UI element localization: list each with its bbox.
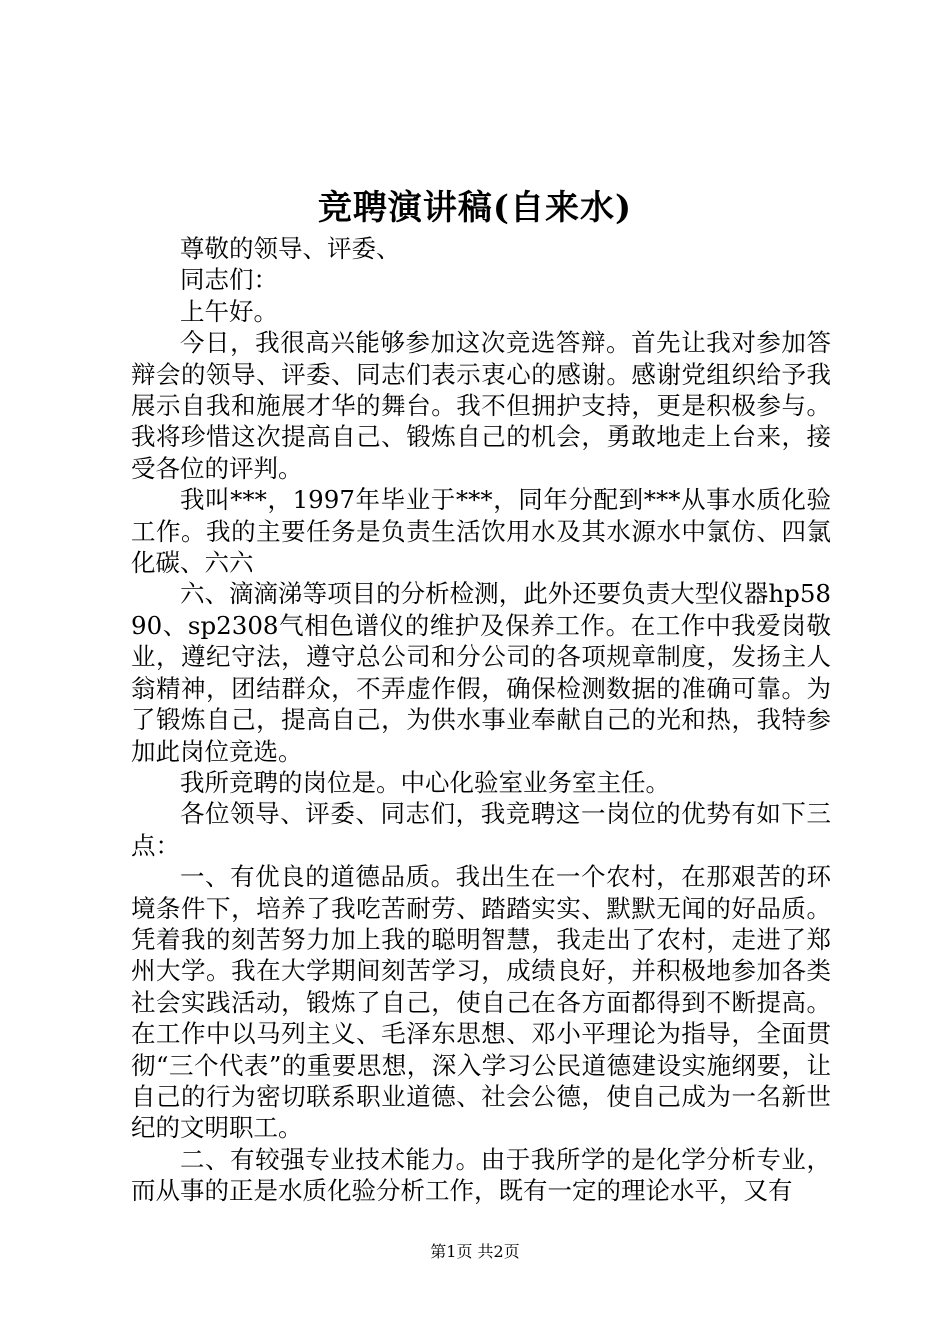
document-body: [131, 233, 831, 1207]
paragraph-position: 我所竞聘的岗位是。中心化验室业务室主任。: [180, 767, 670, 797]
paragraph-background: 我叫***，1997年毕业于***，同年分配到***从事水质化验工作。我的主要任务是负责生活饮用水及其水源水中氯仿、四氯化碳、六六: [131, 485, 831, 578]
paragraph-intro: 今日，我很高兴能够参加这次竞选答辩。首先让我对参加答辩会的领导、评委、同志们表示衷心的感谢。感谢党组织给予我展示自我和施展才华的舞台。我不但拥护支持，更是积极参与。我将珍惜这次提高自己、锻炼自己的机会，勇敢地走上台来，接受各位的评判。: [131, 328, 831, 483]
paragraph-advantage-1: 一、有优良的道德品质。我出生在一个农村，在那艰苦的环境条件下，培养了我吃苦耐劳、踏踏实实、默默无闻的好品质。凭着我的刻苦努力加上我的聪明智慧，我走出了农村，走进了郑州大学。我在大学期间刻苦学习，成绩良好，并积极地参加各类社会实践活动，锻炼了自己，使自己在各方面都得到不断提高。在工作中以马列主义、毛泽东思想、邓小平理论为指导，全面贯彻“三个代表”的重要思想，深入学习公民道德建设实施纲要，让自己的行为密切联系职业道德、社会公德，使自己成为一名新世纪的文明职工。: [131, 862, 831, 1143]
salutation-line-2: 同志们：: [180, 265, 278, 295]
document-title: 竞聘演讲稿(自来水): [317, 188, 633, 228]
page-footer: 第1页 共2页: [430, 1242, 520, 1261]
paragraph-duties: 六、滴滴涕等项目的分析检测，此外还要负责大型仪器hp5890、sp2308气相色谱仪的维护及保养工作。在工作中我爱岗敬业，遵纪守法，遵守总公司和分公司的各项规章制度，发扬主人翁精神，团结群众，不弄虚作假，确保检测数据的准确可靠。为了锻炼自己，提高自己，为供水事业奉献自己的光和热，我特参加此岗位竞选。: [131, 579, 831, 766]
paragraph-advantages-intro: 各位领导、评委、同志们，我竞聘这一岗位的优势有如下三点：: [131, 799, 831, 860]
paragraph-advantage-2: 二、有较强专业技术能力。由于我所学的是化学分析专业，而从事的正是水质化验分析工作，既有一定的理论水平，又有: [131, 1144, 831, 1206]
greeting: 上午好。: [180, 296, 278, 326]
salutation-line-1: 尊敬的领导、评委、: [180, 234, 401, 263]
